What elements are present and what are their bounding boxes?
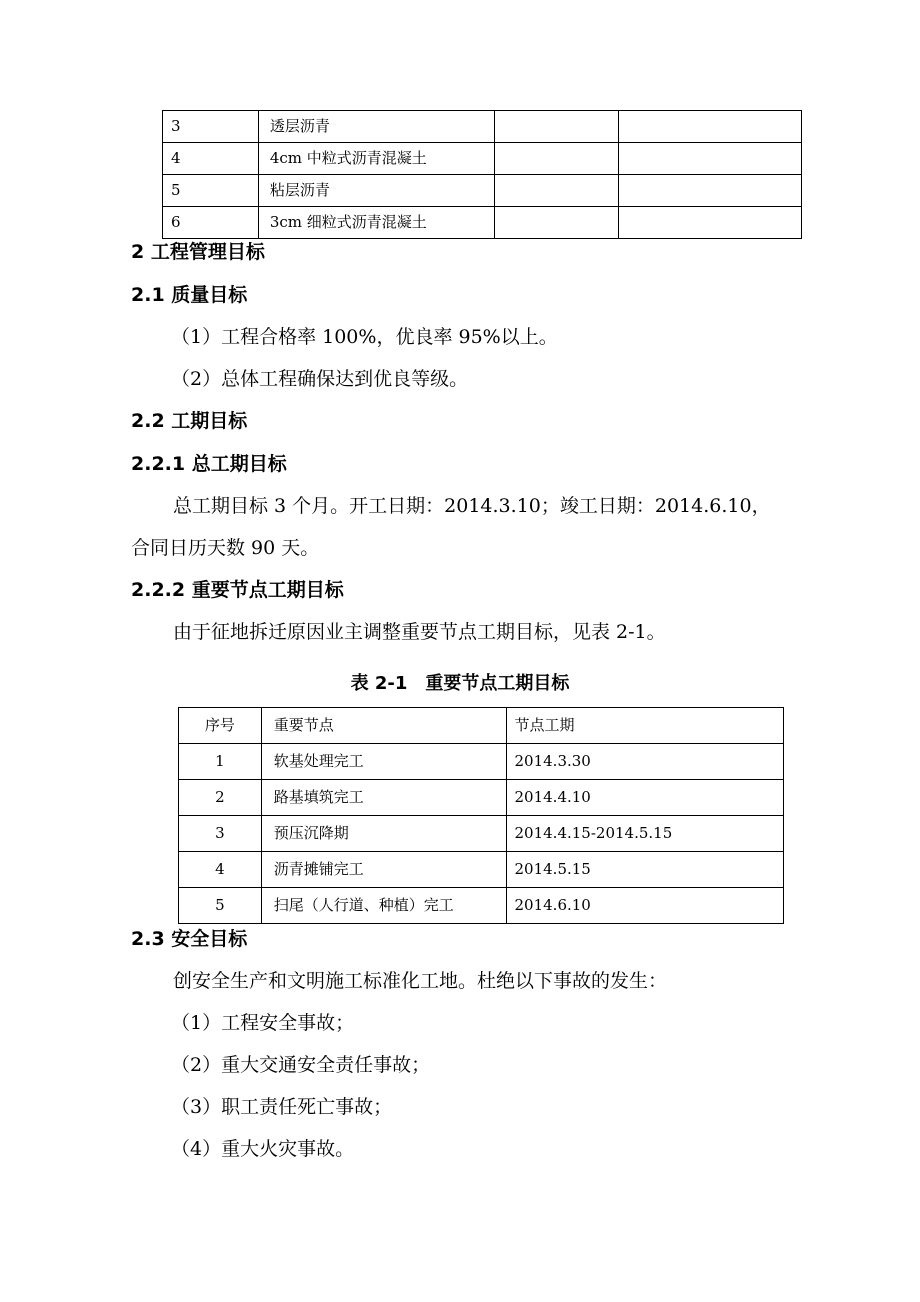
node-schedule-table (178, 707, 784, 924)
table-caption: 表 2-1 重要节点工期目标 (350, 673, 570, 694)
heading-total-schedule: 2.2.1 总工期目标 (131, 453, 287, 475)
row-date: 2014.5.15 (506, 852, 784, 888)
table-row (179, 852, 784, 888)
row-cell (494, 207, 619, 239)
row-date: 2014.4.10 (506, 780, 784, 816)
row-cell (494, 175, 619, 207)
row-number: 2 (179, 780, 262, 816)
heading-node-schedule: 2.2.2 重要节点工期目标 (131, 579, 344, 601)
heading-quality-goals: 2.1 质量目标 (131, 284, 248, 306)
row-cell (619, 143, 802, 175)
table-row (163, 143, 802, 175)
table-row (179, 888, 784, 924)
row-node: 软基处理完工 (261, 744, 506, 780)
row-date: 2014.3.30 (506, 744, 784, 780)
row-cell (494, 111, 619, 143)
safety-intro: 创安全生产和文明施工标准化工地。杜绝以下事故的发生： (173, 970, 668, 992)
safety-item-1: （1）工程安全事故； (171, 1012, 355, 1034)
row-item: 4cm 中粒式沥青混凝土 (258, 143, 494, 175)
table-row (163, 175, 802, 207)
heading-schedule-goals: 2.2 工期目标 (131, 410, 248, 432)
row-number: 4 (163, 143, 259, 175)
heading-safety-goals: 2.3 安全目标 (131, 928, 248, 950)
row-number: 5 (179, 888, 262, 924)
quality-item-1: （1）工程合格率 100%，优良率 95%以上。 (171, 326, 558, 348)
table-row (179, 780, 784, 816)
row-item: 3cm 细粒式沥青混凝土 (258, 207, 494, 239)
row-date: 2014.6.10 (506, 888, 784, 924)
table-row (179, 816, 784, 852)
row-cell (619, 175, 802, 207)
row-number: 3 (179, 816, 262, 852)
row-number: 1 (179, 744, 262, 780)
header-number: 序号 (179, 708, 262, 744)
table-row (163, 207, 802, 239)
quality-item-2: （2）总体工程确保达到优良等级。 (171, 368, 469, 390)
header-date: 节点工期 (506, 708, 784, 744)
row-number: 6 (163, 207, 259, 239)
table-header-row (179, 708, 784, 744)
node-schedule-intro: 由于征地拆迁原因业主调整重要节点工期目标，见表 2-1。 (173, 621, 666, 643)
safety-item-4: （4）重大火灾事故。 (171, 1138, 355, 1160)
row-node: 路基填筑完工 (261, 780, 506, 816)
row-number: 4 (179, 852, 262, 888)
row-node: 沥青摊铺完工 (261, 852, 506, 888)
safety-item-2: （2）重大交通安全责任事故； (171, 1054, 431, 1076)
table-row (163, 111, 802, 143)
heading-management-goals: 2 工程管理目标 (131, 241, 265, 263)
row-item: 透层沥青 (258, 111, 494, 143)
total-schedule-text-line1: 总工期目标 3 个月。开工日期：2014.3.10；竣工日期：2014.6.10， (173, 495, 771, 517)
row-cell (619, 111, 802, 143)
row-item: 粘层沥青 (258, 175, 494, 207)
table-row (179, 744, 784, 780)
row-number: 5 (163, 175, 259, 207)
row-node: 扫尾（人行道、种植）完工 (261, 888, 506, 924)
row-cell (494, 143, 619, 175)
row-cell (619, 207, 802, 239)
row-date: 2014.4.15-2014.5.15 (506, 816, 784, 852)
row-node: 预压沉降期 (261, 816, 506, 852)
total-schedule-text-line2: 合同日历天数 90 天。 (131, 537, 320, 559)
row-number: 3 (163, 111, 259, 143)
header-node: 重要节点 (261, 708, 506, 744)
safety-item-3: （3）职工责任死亡事故； (171, 1096, 393, 1118)
materials-table (162, 110, 802, 239)
